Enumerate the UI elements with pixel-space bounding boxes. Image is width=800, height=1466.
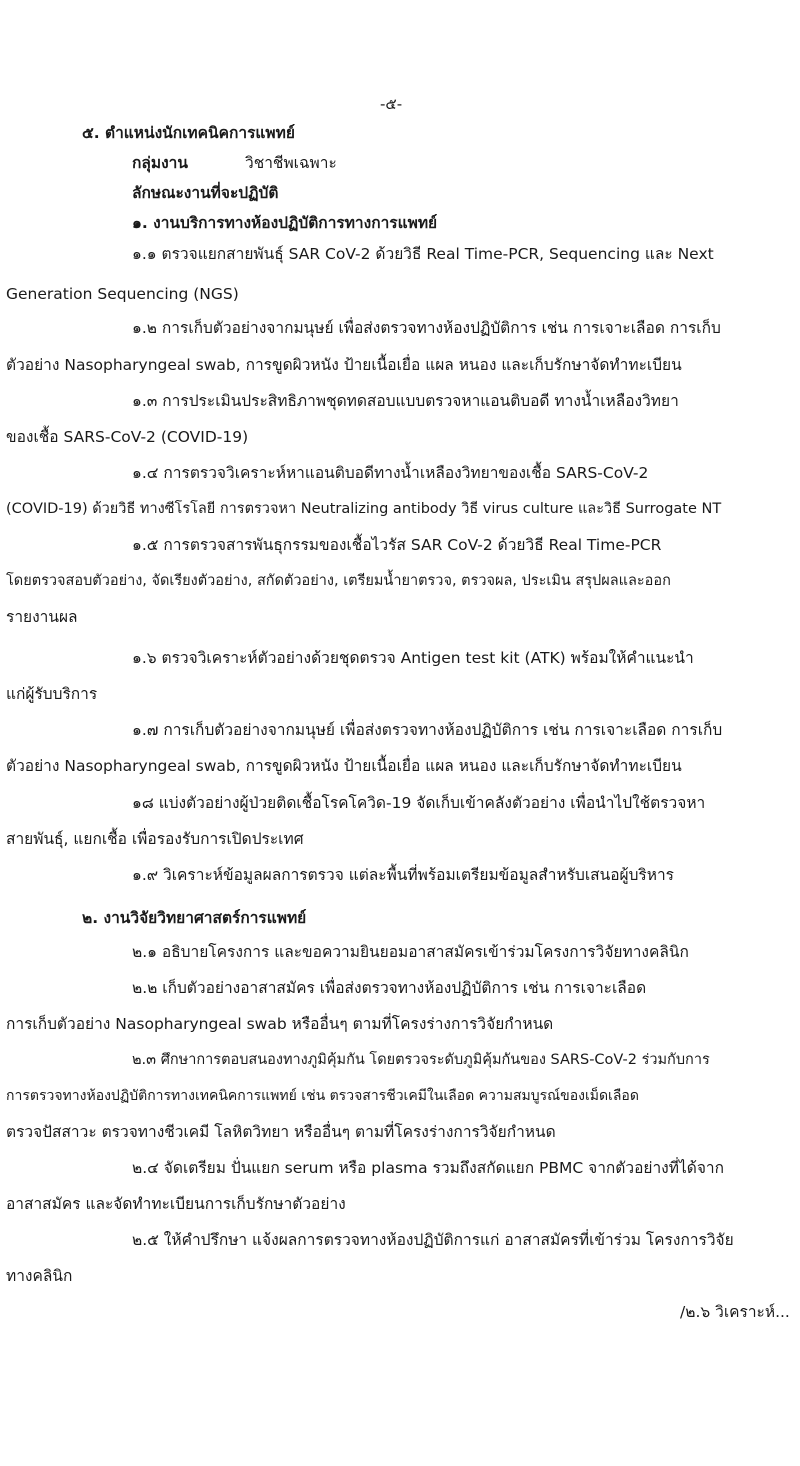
item-2-1-line-1: ๒.๑ อธิบายโครงการ และขอความยินยอมอาสาสมัครเข้าร่วมโครงการวิจัยทางคลินิก: [132, 943, 689, 961]
item-1-8-line-2: สายพันธุ์, แยกเชื้อ เพื่อรองรับการเปิดประเทศ: [6, 830, 304, 848]
item-1-6-line-2: แก่ผู้รับบริการ: [6, 685, 98, 703]
part1-heading: ๑. งานบริการทางห้องปฏิบัติการทางการแพทย์: [132, 214, 438, 232]
item-2-4-line-2: อาสาสมัคร และจัดทำทะเบียนการเก็บรักษาตัวอย่าง: [6, 1195, 346, 1213]
item-2-2-line-2: การเก็บตัวอย่าง Nasopharyngeal swab หรืออื่นๆ ตามที่โครงร่างการวิจัยกำหนด: [6, 1015, 554, 1033]
item-1-7-line-1: ๑.๗ การเก็บตัวอย่างจากมนุษย์ เพื่อส่งตรวจทางห้องปฏิบัติการ เช่น การเจาะเลือด การเก็บ: [132, 721, 723, 739]
item-1-5-line-1: ๑.๕ การตรวจสารพันธุกรรมของเชื้อไวรัส SAR CoV-2 ด้วยวิธี Real Time-PCR: [132, 536, 662, 554]
group-value: วิชาชีพเฉพาะ: [245, 154, 337, 172]
group-label: กลุ่มงาน: [132, 154, 188, 172]
section-title: ๕. ตำแหน่งนักเทคนิคการแพทย์: [82, 124, 295, 142]
duties-label: ลักษณะงานที่จะปฏิบัติ: [132, 184, 279, 202]
item-1-2-line-2: ตัวอย่าง Nasopharyngeal swab, การขูดผิวหนัง ป้ายเนื้อเยื่อ แผล หนอง และเก็บรักษาจัดทำทะเบียน: [6, 356, 682, 374]
item-1-4-line-2: (COVID-19) ด้วยวิธี ทางซีโรโลยี การตรวจหา Neutralizing antibody วิธี virus culture และวิธี Surrogate NT: [6, 501, 722, 517]
item-1-9-line-1: ๑.๙ วิเคราะห์ข้อมูลผลการตรวจ แต่ละพื้นที่พร้อมเตรียมข้อมูลสำหรับเสนอผู้บริหาร: [132, 866, 674, 884]
page-number: -๕-: [380, 95, 403, 113]
item-1-3-line-1: ๑.๓ การประเมินประสิทธิภาพชุดทดสอบแบบตรวจหาแอนติบอดี ทางน้ำเหลืองวิทยา: [132, 392, 679, 410]
part2-heading: ๒. งานวิจัยวิทยาศาสตร์การแพทย์: [82, 909, 307, 927]
item-1-7-line-2: ตัวอย่าง Nasopharyngeal swab, การขูดผิวหนัง ป้ายเนื้อเยื่อ แผล หนอง และเก็บรักษาจัดทำทะเบียน: [6, 757, 682, 775]
item-1-1-line-1: ๑.๑ ตรวจแยกสายพันธุ์ SAR CoV-2 ด้วยวิธี Real Time-PCR, Sequencing และ Next: [132, 245, 714, 263]
item-1-3-line-2: ของเชื้อ SARS-CoV-2 (COVID-19): [6, 428, 249, 446]
item-2-2-line-1: ๒.๒ เก็บตัวอย่างอาสาสมัคร เพื่อส่งตรวจทางห้องปฏิบัติการ เช่น การเจาะเลือด: [132, 979, 647, 997]
item-1-1-line-2: Generation Sequencing (NGS): [6, 285, 239, 303]
item-2-5-line-1: ๒.๕ ให้คำปรึกษา แจ้งผลการตรวจทางห้องปฏิบัติการแก่ อาสาสมัครที่เข้าร่วม โครงการวิจัย: [132, 1231, 734, 1249]
item-1-4-line-1: ๑.๔ การตรวจวิเคราะห์หาแอนติบอดีทางน้ำเหลืองวิทยาของเชื้อ SARS-CoV-2: [132, 464, 649, 482]
item-1-2-line-1: ๑.๒ การเก็บตัวอย่างจากมนุษย์ เพื่อส่งตรวจทางห้องปฏิบัติการ เช่น การเจาะเลือด การเก็บ: [132, 319, 721, 337]
item-1-5-line-3: รายงานผล: [6, 608, 78, 626]
item-1-6-line-1: ๑.๖ ตรวจวิเคราะห์ตัวอย่างด้วยชุดตรวจ Antigen test kit (ATK) พร้อมให้คำแนะนำ: [132, 649, 694, 667]
item-2-5-line-2: ทางคลินิก: [6, 1267, 73, 1285]
continuation-marker: /๒.๖ วิเคราะห์...: [680, 1303, 790, 1321]
item-2-3-line-1: ๒.๓ ศึกษาการตอบสนองทางภูมิคุ้มกัน โดยตรวจระดับภูมิคุ้มกันของ SARS-CoV-2 ร่วมกับการ: [132, 1052, 710, 1068]
item-1-8-line-1: ๑๘ แบ่งตัวอย่างผู้ป่วยติดเชื้อโรคโควิด-19 จัดเก็บเข้าคลังตัวอย่าง เพื่อนำไปใช้ตรวจหา: [132, 794, 706, 812]
item-2-3-line-3: ตรวจปัสสาวะ ตรวจทางชีวเคมี โลหิตวิทยา หรืออื่นๆ ตามที่โครงร่างการวิจัยกำหนด: [6, 1123, 556, 1141]
item-2-3-line-2: การตรวจทางห้องปฏิบัติการทางเทคนิคการแพทย์ เช่น ตรวจสารชีวเคมีในเลือด ความสมบูรณ์ของเม็ดเลือด: [6, 1088, 639, 1104]
item-2-4-line-1: ๒.๔ จัดเตรียม ปั่นแยก serum หรือ plasma รวมถึงสกัดแยก PBMC จากตัวอย่างที่ได้จาก: [132, 1159, 724, 1177]
item-1-5-line-2: โดยตรวจสอบตัวอย่าง, จัดเรียงตัวอย่าง, สกัดตัวอย่าง, เตรียมน้ำยาตรวจ, ตรวจผล, ประเมิน สรุปผลและออก: [6, 573, 671, 589]
